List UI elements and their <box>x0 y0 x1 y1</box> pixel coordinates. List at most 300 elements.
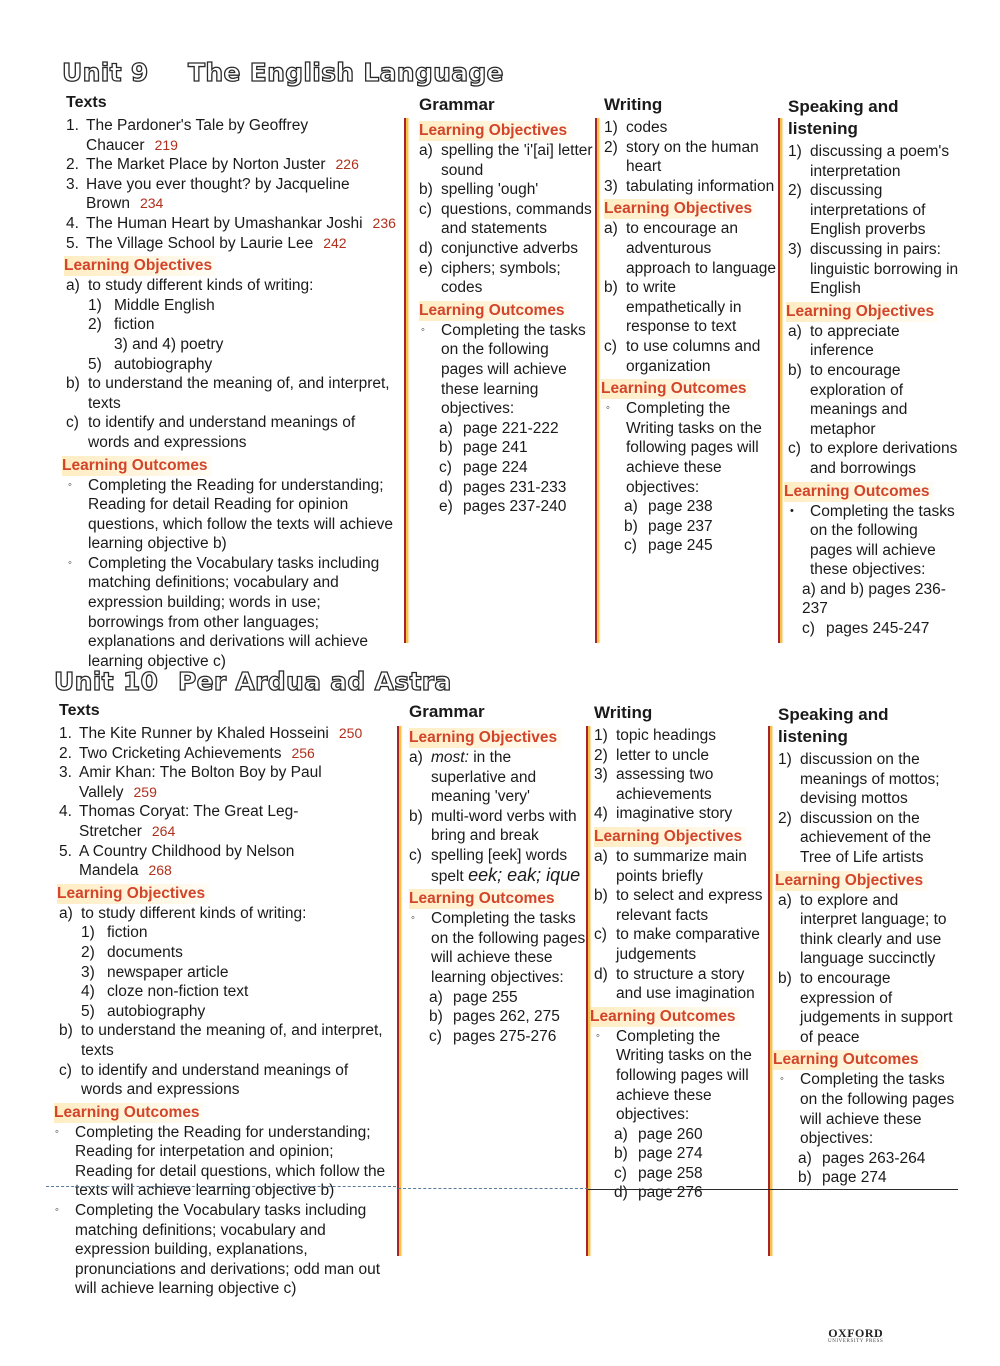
item-text: spelling [eek] words spelt <box>431 846 568 885</box>
item-text <box>431 748 587 807</box>
outcome-item: ◦ Completing the tasks on the following pages will achieve these learning objectives: <box>421 321 586 418</box>
activity-item <box>594 746 766 766</box>
unit-9-speaking-column <box>784 96 964 639</box>
scan-guide-line <box>46 1186 396 1187</box>
item-label: 2) <box>788 182 802 200</box>
outcome-item: ◦ Completing the Writing tasks on the following pages will achieve these objectives: <box>606 400 762 496</box>
item-text: Middle English <box>114 296 215 314</box>
objective-item <box>409 807 587 846</box>
text-title: The Human Heart by Umashankar Joshi <box>86 214 363 232</box>
item-text <box>441 141 595 180</box>
item-label: 5. <box>66 234 79 252</box>
column-divider <box>768 726 770 1256</box>
page-ref-item <box>614 1125 766 1145</box>
objective-item <box>66 374 396 413</box>
page-number: 236 <box>372 214 396 231</box>
unit-9-writing-column <box>601 94 776 556</box>
learning-outcomes-heading: Learning Outcomes <box>773 1050 923 1070</box>
text-title: Thomas Coryat: The Great Leg-Stretcher <box>79 803 299 840</box>
page-ref-item <box>624 536 776 556</box>
item-text: to write empathetically in response to text <box>626 279 742 336</box>
item-label: 2) <box>604 138 618 156</box>
sub-item <box>81 923 389 943</box>
item-text: questions, commands and statements <box>441 200 592 238</box>
unit-10-texts-column <box>54 700 389 1299</box>
item-label: b) <box>788 361 802 379</box>
column-divider <box>404 118 406 643</box>
outcome-item <box>66 476 396 554</box>
item-text: spelling the 'i'[ai] letter sound <box>441 142 593 179</box>
page-ref-item <box>439 497 595 517</box>
item-text: pages 245-247 <box>826 620 930 638</box>
objective-item <box>419 239 595 259</box>
page-number: 256 <box>291 744 315 761</box>
unit-10-grammar-column <box>409 701 587 1046</box>
item-text: story on the human heart <box>626 138 759 176</box>
item-text: pages 237-240 <box>463 498 567 516</box>
page-ref-item <box>429 988 587 1008</box>
item-text <box>431 846 587 886</box>
outcome-item: ◦ Completing the Writing tasks on the following pages will achieve these objectives: <box>596 1027 752 1124</box>
item-label: b) <box>594 887 608 905</box>
item-text <box>79 724 389 744</box>
item-label: c) <box>419 200 432 218</box>
text-list-item <box>66 234 396 254</box>
item-label: a) <box>624 498 638 516</box>
objective-item <box>604 278 776 337</box>
item-label: e) <box>439 498 453 516</box>
outcome-item: ◦ Completing the tasks on the following pages will achieve these learning objectives: <box>411 910 586 986</box>
learning-outcomes-heading: Learning Outcomes <box>590 1007 740 1027</box>
objectives-list <box>788 322 964 479</box>
column-divider <box>397 726 399 1256</box>
item-label: 1) <box>604 119 618 136</box>
item-text <box>86 175 396 214</box>
item-label: 4. <box>59 803 72 821</box>
item-label: b) <box>604 279 618 297</box>
speaking-items-list <box>778 750 958 868</box>
learning-outcomes-heading: Learning Outcomes <box>409 889 559 909</box>
bullet-icon: ◦ <box>606 402 610 415</box>
text-list-item <box>59 724 389 744</box>
objective-item <box>419 180 595 200</box>
item-label: 2) <box>594 746 608 764</box>
unit-name: Per Ardua ad Astra <box>178 667 452 696</box>
activity-item <box>594 726 766 746</box>
item-text: discussion on the meanings of mottos; devising mottos <box>800 751 940 808</box>
text-title: The Village School by Laurie Lee <box>86 234 314 252</box>
item-text: discussing interpretations of English proverbs <box>810 182 926 239</box>
item-text: Completing the Vocabulary tasks including matching definitions; vocabulary and expression building, explanations, pronunciations and derivations; odd man out will achieve learning objective c) <box>75 1202 381 1298</box>
objectives-list <box>604 219 776 376</box>
grammar-heading: Grammar <box>419 95 495 114</box>
item-text: page 224 <box>463 458 528 476</box>
text-title: Two Cricketing Achievements <box>79 744 282 762</box>
sub-list <box>66 296 396 374</box>
text-list-item <box>59 802 389 841</box>
item-label <box>88 335 114 355</box>
scan-guide-line <box>588 1189 958 1190</box>
text-list-item <box>59 744 389 764</box>
item-text: page 258 <box>638 1164 703 1182</box>
item-text: pages 231-233 <box>463 478 567 496</box>
item-text <box>79 842 389 881</box>
item-text: cloze non-fiction text <box>107 983 249 1001</box>
item-text: in the superlative and meaning 'very' <box>431 749 537 806</box>
item-label: d) <box>439 478 453 496</box>
unit-number: Unit 10 <box>54 667 159 696</box>
item-label: 2) <box>81 943 95 961</box>
objective-item <box>778 891 958 969</box>
bullet-icon: • <box>790 504 794 517</box>
objectives-list <box>409 748 587 886</box>
objective-item <box>66 413 396 452</box>
item-label: a) <box>409 749 423 766</box>
item-label: 4) <box>81 983 95 1001</box>
sub-list <box>59 923 389 1021</box>
item-text: page 245 <box>648 537 713 555</box>
item-text: discussing in pairs: linguistic borrowing in English <box>810 240 959 298</box>
grammar-heading: Grammar <box>409 702 485 721</box>
item-label: e) <box>419 259 433 277</box>
item-text: Completing the Reading for understanding; Reading for interpetation and opinion; Reading for detail questions, which follow the texts will achieve learning objective b) <box>75 1123 386 1200</box>
item-text: pages 262, 275 <box>453 1008 560 1026</box>
item-label: b) <box>429 1008 443 1026</box>
objective-item <box>788 361 964 439</box>
unit-10-writing-column <box>590 702 766 1203</box>
item-label: 1) <box>81 924 95 942</box>
item-label: a) <box>439 419 453 437</box>
learning-outcomes-heading: Learning Outcomes <box>54 1103 204 1123</box>
activity-item <box>594 804 766 824</box>
bullet-icon: ◦ <box>55 1204 59 1217</box>
learning-outcomes-heading: Learning Outcomes <box>601 379 751 399</box>
item-label: 5. <box>59 842 72 860</box>
item-text: conjunctive adverbs <box>441 239 578 257</box>
item-text <box>86 116 396 155</box>
unit-number: Unit 9 <box>62 58 149 87</box>
item-text: imaginative story <box>616 805 733 823</box>
objective-item <box>594 965 766 1004</box>
item-label: c) <box>59 1061 72 1079</box>
item-text <box>441 200 595 239</box>
item-text: page 276 <box>638 1184 703 1202</box>
item-text: page 260 <box>638 1125 703 1143</box>
item-label: 3) <box>604 177 618 195</box>
page-ref-item <box>439 458 595 478</box>
pages-list <box>788 580 964 639</box>
item-text: autobiography <box>114 355 213 373</box>
item-text: to use columns and organization <box>626 337 761 375</box>
item-text: to identify and understand meanings of words and expressions <box>81 1061 349 1099</box>
item-label: 1) <box>594 727 608 744</box>
item-text <box>79 802 389 841</box>
learning-objectives-heading: Learning Objectives <box>594 827 746 847</box>
outcome-item: • Completing the tasks on the following pages will achieve these objectives: <box>790 502 955 579</box>
activity-item <box>778 809 958 868</box>
outcomes-list <box>66 476 396 672</box>
item-text: letter to uncle <box>616 746 710 764</box>
speaking-heading: Speaking and listening <box>778 705 889 746</box>
item-text: Completing the Vocabulary tasks including matching definitions; vocabulary and expression building; words in use; borrowings from other languages; explanations and derivations will achieve learning objective c) <box>88 554 380 670</box>
publisher-subtitle: UNIVERSITY PRESS <box>828 1339 884 1344</box>
page-ref-item <box>614 1164 766 1184</box>
unit-9-texts-column <box>62 92 396 671</box>
text-list-item <box>59 763 389 802</box>
learning-objectives-heading: Learning Objectives <box>419 121 571 141</box>
item-text <box>441 239 595 259</box>
text-list-item <box>66 155 396 175</box>
item-text: page 255 <box>453 988 518 1006</box>
item-label: b) <box>798 1169 812 1187</box>
page-ref-item <box>798 1149 958 1169</box>
item-label: d) <box>419 239 433 257</box>
column-divider <box>586 726 588 1256</box>
item-text: to appreciate inference <box>810 322 900 360</box>
learning-outcomes-heading: Learning Outcomes <box>419 301 569 321</box>
page-ref-item <box>624 517 776 537</box>
learning-objectives-heading: Learning Objectives <box>786 302 938 322</box>
page-ref-item <box>624 497 776 517</box>
item-text <box>431 807 587 846</box>
item-label: b) <box>778 969 792 987</box>
item-text: to study different kinds of writing: <box>88 277 314 295</box>
item-label: d) <box>594 965 608 983</box>
item-label: 2. <box>59 744 72 762</box>
item-text: page 274 <box>638 1145 703 1163</box>
text-list-item <box>66 175 396 214</box>
text-title: The Market Place by Norton Juster <box>86 156 326 174</box>
sub-item <box>81 963 389 983</box>
item-text <box>79 763 389 802</box>
objective-item <box>594 886 766 925</box>
learning-outcomes-heading: Learning Outcomes <box>784 482 934 502</box>
item-label: d) <box>614 1184 628 1202</box>
objectives-list <box>419 141 595 298</box>
unit-10-speaking-column <box>773 704 958 1188</box>
item-text: newspaper article <box>107 963 229 981</box>
item-label: c) <box>439 458 452 476</box>
page-ref-item <box>614 1183 766 1203</box>
item-label: a) <box>604 220 618 238</box>
activity-item <box>594 765 766 804</box>
item-label: 3. <box>66 175 79 193</box>
learning-outcomes-heading: Learning Outcomes <box>62 456 212 476</box>
item-label: c) <box>604 337 617 355</box>
sub-item <box>81 1002 389 1022</box>
sub-item <box>88 355 396 375</box>
item-text: 3) and 4) poetry <box>114 335 224 353</box>
item-text: page 241 <box>463 439 528 457</box>
objectives-list <box>594 847 766 1004</box>
pages-list <box>778 1149 958 1188</box>
text-title: The Kite Runner by Khaled Hosseini <box>79 725 329 742</box>
italic-term: most: <box>431 749 469 766</box>
item-text <box>79 744 389 764</box>
item-text: Completing the Reading for understanding; Reading for detail Reading for opinion questions, which follow the texts will achieve learning objective b) <box>88 476 393 553</box>
column-divider <box>778 118 780 643</box>
writing-items-list <box>594 726 766 824</box>
publisher-name: OXFORD <box>828 1326 884 1340</box>
item-text: ciphers; symbols; codes <box>441 259 561 297</box>
item-label: a) <box>66 277 80 295</box>
item-label: b) <box>59 1022 73 1040</box>
unit-9-grammar-column <box>419 94 595 517</box>
item-label: b) <box>624 517 638 535</box>
outcome-item <box>53 1123 389 1201</box>
item-text: to understand the meaning of, and interpret, texts <box>81 1022 383 1059</box>
unit-9-title <box>62 58 504 87</box>
objective-item <box>594 925 766 964</box>
item-label: c) <box>594 926 607 944</box>
item-label: 4) <box>594 805 608 823</box>
activity-item <box>604 177 776 197</box>
item-text <box>441 180 595 200</box>
writing-heading: Writing <box>594 703 653 722</box>
item-text: assessing two achievements <box>616 766 714 803</box>
outcome-item: ◦ Completing the tasks on the following pages will achieve these objectives: <box>780 1071 955 1148</box>
objectives-list <box>778 891 958 1048</box>
item-text <box>86 234 396 254</box>
activity-item <box>788 240 964 299</box>
outcome-item <box>53 1201 389 1299</box>
text-list-item <box>66 116 396 155</box>
text-list-item <box>59 842 389 881</box>
page-number: 219 <box>154 136 178 153</box>
item-text: to encourage expression of judgements in support of peace <box>800 969 953 1046</box>
bullet-icon: ◦ <box>596 1029 600 1042</box>
page-ref-item <box>614 1144 766 1164</box>
item-text: to identify and understand meanings of words and expressions <box>88 414 356 451</box>
item-text: to explore and interpret language; to think clearly and use language succinctly <box>800 891 947 968</box>
texts-heading: Texts <box>59 702 100 719</box>
pages-list <box>594 1125 766 1203</box>
item-text: to encourage exploration of meanings and metaphor <box>810 361 908 438</box>
item-text: fiction <box>114 316 155 334</box>
item-label: 5) <box>88 355 102 373</box>
activity-item <box>778 750 958 809</box>
page-ref-item <box>439 419 595 439</box>
item-text: to understand the meaning of, and interpret, texts <box>88 375 390 412</box>
item-text <box>86 155 396 175</box>
page-ref-item <box>439 438 595 458</box>
item-label: 1) <box>778 751 792 768</box>
objective-item <box>788 439 964 478</box>
outcome-item <box>66 554 396 672</box>
learning-objectives-heading: Learning Objectives <box>775 871 927 891</box>
outcomes-list <box>53 1123 389 1299</box>
item-label: 3) <box>788 240 802 258</box>
speaking-items-list <box>788 142 964 299</box>
text-title: Have you ever thought? by Jacqueline Brown <box>86 175 350 213</box>
texts-list <box>66 116 396 253</box>
objective-item <box>604 337 776 376</box>
item-label: a) <box>778 891 792 909</box>
item-label: c) <box>409 846 422 864</box>
item-text: to structure a story and use imagination <box>616 965 755 1003</box>
objective-item <box>409 846 587 886</box>
item-label: 3) <box>594 766 608 784</box>
item-label: 1) <box>788 143 802 160</box>
objective-item <box>66 276 396 296</box>
item-label: 1. <box>66 117 79 134</box>
item-label: 2. <box>66 156 79 174</box>
item-text: page 237 <box>648 517 713 535</box>
item-label: a) <box>419 142 433 159</box>
page-number: 250 <box>338 725 363 741</box>
page-ref-item <box>429 1007 587 1027</box>
item-label: b) <box>439 439 453 457</box>
bullet-icon: ◦ <box>68 556 72 569</box>
item-text: documents <box>107 943 183 961</box>
learning-objectives-heading: Learning Objectives <box>409 728 561 748</box>
item-text: to summarize main points briefly <box>616 847 747 885</box>
objective-item <box>604 219 776 278</box>
item-label: b) <box>409 807 423 825</box>
item-label: c) <box>788 440 801 458</box>
page-number: 234 <box>139 195 164 212</box>
learning-objectives-heading: Learning Objectives <box>64 256 216 276</box>
item-label: 3. <box>59 764 72 782</box>
learning-objectives-heading: Learning Objectives <box>604 199 756 219</box>
activity-item <box>604 118 776 138</box>
column-divider <box>595 118 597 643</box>
writing-heading: Writing <box>604 95 663 114</box>
objective-item <box>778 969 958 1047</box>
item-text: page 221-222 <box>463 419 559 437</box>
item-text: a) and b) pages 236-237 <box>802 580 946 618</box>
sub-item <box>81 943 389 963</box>
text-title: The Pardoner's Tale by Geoffrey Chaucer <box>86 117 309 154</box>
scan-guide-line <box>398 1188 588 1189</box>
item-text: tabulating information <box>626 177 775 195</box>
activity-item <box>788 181 964 240</box>
objectives-list <box>66 276 396 452</box>
page-number: 264 <box>151 822 176 839</box>
sub-item <box>88 296 396 316</box>
objective-item <box>594 847 766 886</box>
text-list-item <box>66 214 396 234</box>
item-label: 2) <box>88 316 102 334</box>
objective-item <box>419 200 595 239</box>
objective-item <box>788 322 964 361</box>
item-label: b) <box>66 375 80 393</box>
item-text: discussion on the achievement of the Tree of Life artists <box>800 809 931 866</box>
activity-item <box>788 142 964 181</box>
item-text: spelling 'ough' <box>441 181 539 199</box>
unit-10-title <box>54 667 452 696</box>
objective-item <box>419 259 595 298</box>
pages-list <box>604 497 776 556</box>
item-label: 1. <box>59 725 72 742</box>
publisher-logo <box>828 1326 883 1344</box>
pages-list <box>409 988 587 1047</box>
texts-list <box>59 724 389 881</box>
objective-item <box>59 904 389 924</box>
item-text: fiction <box>107 924 148 942</box>
item-text: page 238 <box>648 498 713 516</box>
texts-heading: Texts <box>66 94 107 111</box>
item-text <box>86 214 396 234</box>
bullet-icon: ◦ <box>780 1073 784 1086</box>
bullet-icon: ◦ <box>68 478 72 491</box>
activity-item <box>604 138 776 177</box>
item-label: 3) <box>81 963 95 981</box>
item-label: a) <box>429 988 443 1006</box>
item-label: c) <box>66 414 79 432</box>
item-label: 4. <box>66 214 79 232</box>
item-text: autobiography <box>107 1002 206 1020</box>
